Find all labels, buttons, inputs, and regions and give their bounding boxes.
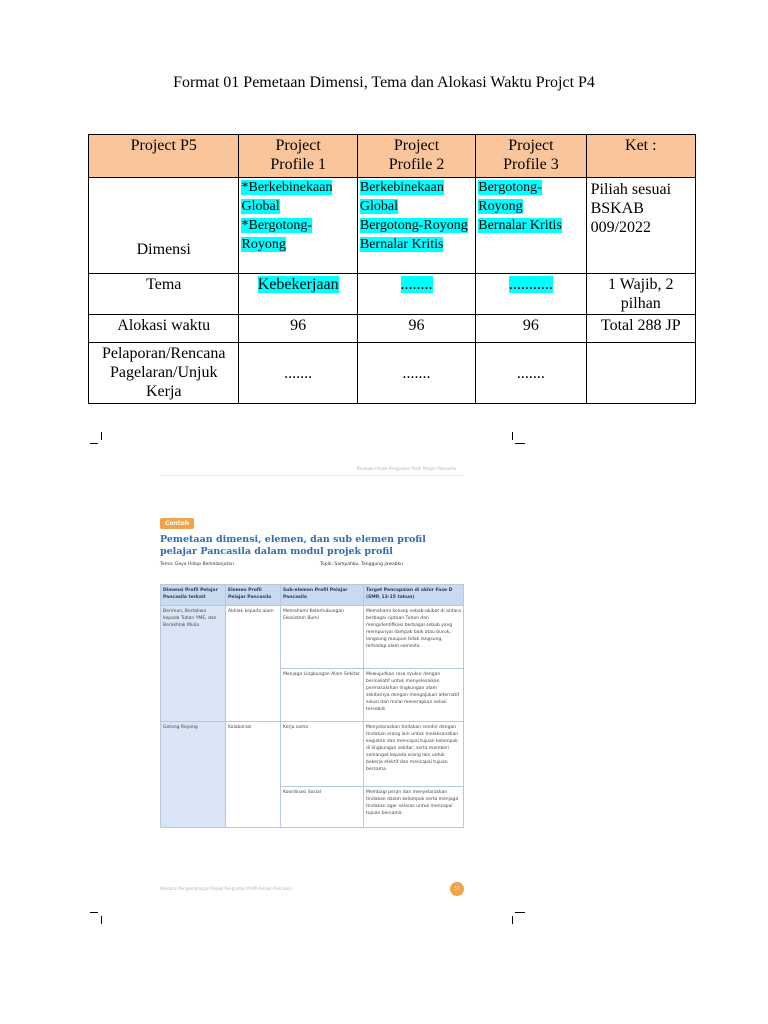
pelaporan-profile-1: ....... xyxy=(239,343,357,404)
embedded-header: Panduan Projek Penguatan Profil Pelajar Pancasila xyxy=(356,466,456,471)
tema-profile-1: Kebekerjaan xyxy=(239,274,357,315)
embedded-table-row: Menjaga Lingkungan Alam Sekitar Mewujudkan rasa syukur dengan berinisiatif untuk menyelesaikan permasalahan lingkungan alam sekitarnya dengan mengajukan alternatif solusi dan mulai menerapkan solusi tersebut. xyxy=(161,669,464,722)
embedded-title: Pemetaan dimensi, elemen, dan sub elemen profil pelajar Pancasila dalam modul projek profil xyxy=(160,534,426,557)
alokasi-profile-3: 96 xyxy=(476,315,586,343)
crop-mark-bottom-right xyxy=(512,912,524,924)
crop-mark-top-left xyxy=(90,432,102,444)
alokasi-profile-1: 96 xyxy=(239,315,357,343)
header-project-p5: Project P5 xyxy=(89,135,239,178)
embedded-footer: Panduan Pengembangan Projek Penguatan Profil Pelajar Pancasila xyxy=(160,886,292,891)
table-row-alokasi xyxy=(89,315,696,343)
dimensi-label: Dimensi xyxy=(89,178,239,274)
table-row-dimensi xyxy=(89,178,696,274)
table-row-pelaporan xyxy=(89,343,696,404)
dimensi-profile-1: *Berkebinekaan Global *Bergotong- Royong xyxy=(239,178,357,274)
crop-mark-top-right xyxy=(512,432,524,444)
header-profile-1: Project Profile 1 xyxy=(239,135,357,178)
dimensi-profile-2: Berkebinekaan Global Bergotong-Royong Bernalar Kritis xyxy=(357,178,475,274)
dimensi-ket: Piliah sesuai BSKAB 009/2022 xyxy=(586,178,695,274)
contoh-badge: Contoh xyxy=(160,518,194,529)
tema-ket: 1 Wajib, 2 pilhan xyxy=(586,274,695,315)
pelaporan-profile-3: ....... xyxy=(476,343,586,404)
tema-profile-2: ........ xyxy=(357,274,475,315)
embedded-table xyxy=(160,584,464,828)
dimensi-profile-3: Bergotong- Royong Bernalar Kritis xyxy=(476,178,586,274)
table-header-row xyxy=(89,135,696,178)
alokasi-label: Alokasi waktu xyxy=(89,315,239,343)
embedded-meta: Tema: Gaya Hidup Berkelanjutan Topik: Sampahku, Tanggung jawabku xyxy=(160,562,403,567)
pelaporan-profile-2: ....... xyxy=(357,343,475,404)
table-row-tema xyxy=(89,274,696,315)
embedded-table-row: Koordinasi Sosial Membagi peran dan menyelaraskan tindakan dalam kelompok serta menjaga tindakan agar selaras untuk mencapai tujuan bersama. xyxy=(161,787,464,828)
header-profile-2: Project Profile 2 xyxy=(357,135,475,178)
embedded-header-line xyxy=(160,475,464,476)
dimension-mapping-table xyxy=(88,134,696,404)
alokasi-profile-2: 96 xyxy=(357,315,475,343)
embedded-page-number: 57 xyxy=(450,882,464,896)
embedded-table-row: Beriman, Bertakwa kepada Tuhan YME, dan Berakhlak Mulia Akhlak kepada alam Memahami Keterhubungan Ekosistem Bumi Memahami konsep sebab-akibat di antara berbagai ciptaan Tuhan dan mengidentifikasi berbagai sebab yang mempunyai dampak baik atau buruk, langsung maupun tidak langsung, terhadap alam semesta. xyxy=(161,606,464,669)
embedded-table-header: Dimensi Profil Pelajar Pancasila terkait Elemen Profil Pelajar Pancasila Sub-elemen Profil Pelajar Pancasila Target Pencapaian di akhir Fase D (SMP, 13-15 tahun) xyxy=(161,585,464,606)
document-title: Format 01 Pemetaan Dimensi, Tema dan Alokasi Waktu Projct P4 xyxy=(173,74,595,91)
alokasi-ket: Total 288 JP xyxy=(586,315,695,343)
embedded-example-page xyxy=(160,458,464,904)
crop-mark-bottom-left xyxy=(90,912,102,924)
pelaporan-ket xyxy=(586,343,695,404)
header-ket: Ket : xyxy=(586,135,695,178)
embedded-table-row: Gotong Royong Kolaborasi Kerja sama Menyelaraskan tindakan sendiri dengan tindakan orang lain untuk melaksanakan kegiatan dan mencapai tujuan kelompok di lingkungan sekitar, serta memberi semangat kepada orang lain untuk bekerja efektif dan mencapai tujuan bersama. xyxy=(161,722,464,787)
pelaporan-label: Pelaporan/Rencana Pagelaran/Unjuk Kerja xyxy=(89,343,239,404)
header-profile-3: Project Profile 3 xyxy=(476,135,586,178)
tema-profile-3: ........... xyxy=(476,274,586,315)
tema-label: Tema xyxy=(89,274,239,315)
